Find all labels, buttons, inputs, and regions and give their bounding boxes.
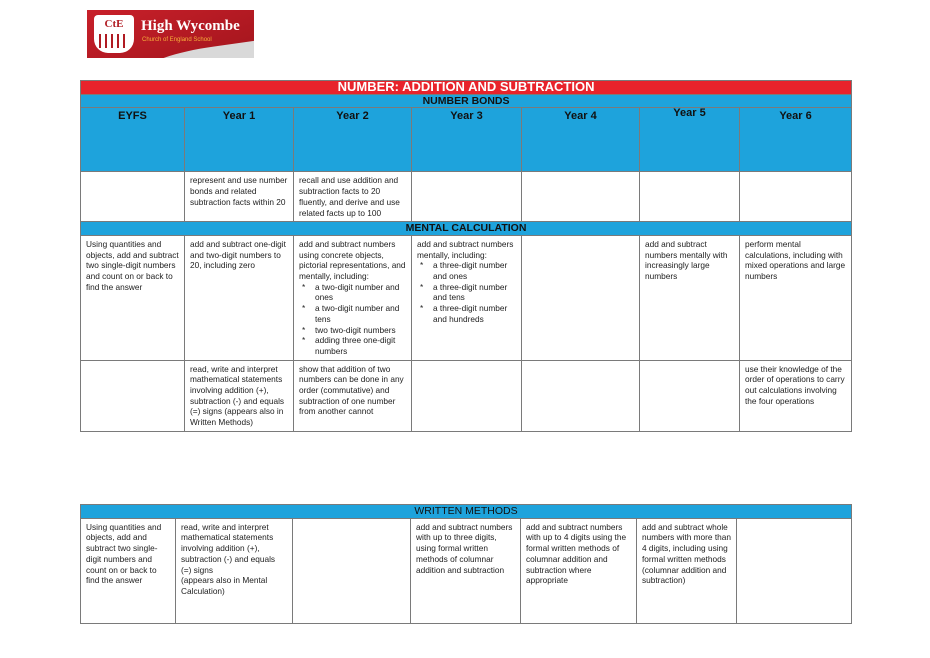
cell: add and subtract numbers mentally with increasingly large numbers (640, 235, 740, 360)
header-eyfs: EYFS (81, 108, 185, 172)
cell: read, write and interpret mathematical statements involving addition (+), subtraction (-) and equals (=) signs (appears also in Written Methods) (185, 360, 294, 431)
section-mental-calculation: MENTAL CALCULATION (81, 222, 852, 236)
list-item: * a three-digit number and tens (433, 282, 516, 303)
cell (412, 360, 522, 431)
header-year2: Year 2 (294, 108, 412, 172)
section-number-bonds: NUMBER BONDS (81, 94, 852, 108)
list-item: * a two-digit number and tens (315, 303, 406, 324)
crest-text: CtE (104, 18, 124, 30)
cell (522, 360, 640, 431)
header-year4: Year 4 (522, 108, 640, 172)
cell-text: add and subtract numbers using concrete objects, pictorial representations, and mentally, including: (299, 238, 406, 282)
table-row (81, 360, 852, 431)
header-year6: Year 6 (740, 108, 852, 172)
cell (740, 172, 852, 222)
table-row (81, 235, 852, 360)
cell (81, 360, 185, 431)
cell: use their knowledge of the order of operations to carry out calculations involving the four operations (740, 360, 852, 431)
cell: Using quantities and objects, add and subtract two single-digit numbers and count on or back to find the answer (81, 518, 176, 623)
cell: Using quantities and objects, add and subtract two single-digit numbers and count on or back to find the answer (81, 235, 185, 360)
cell: recall and use addition and subtraction facts to 20 fluently, and derive and use related facts up to 100 (294, 172, 412, 222)
list-item: * a three-digit number and ones (433, 260, 516, 281)
list-item: * a two-digit number and ones (315, 282, 406, 303)
header-year5: Year 5 (640, 108, 740, 172)
cell (294, 235, 412, 360)
cell (737, 518, 852, 623)
cell (412, 172, 522, 222)
cell (293, 518, 411, 623)
cell: add and subtract numbers with up to 4 digits using the formal written methods of columnar addition and subtraction where appropriate (521, 518, 637, 623)
cell (640, 360, 740, 431)
cell: represent and use number bonds and related subtraction facts within 20 (185, 172, 294, 222)
cell: add and subtract one-digit and two-digit numbers to 20, including zero (185, 235, 294, 360)
cell (412, 235, 522, 360)
list-item: * a three-digit number and hundreds (433, 303, 516, 324)
table-row (81, 172, 852, 222)
section-written-methods: WRITTEN METHODS (81, 505, 852, 519)
page-title: NUMBER: ADDITION AND SUBTRACTION (81, 81, 852, 95)
cell: perform mental calculations, including with mixed operations and large numbers (740, 235, 852, 360)
cell-text: add and subtract numbers mentally, including: (417, 238, 514, 260)
cell (522, 172, 640, 222)
crest-icon (94, 15, 134, 53)
list-item: * two two-digit numbers (315, 325, 406, 336)
cell: add and subtract numbers with up to three digits, using formal written methods of columnar addition and subtraction (411, 518, 521, 623)
list-item: * adding three one-digit numbers (315, 335, 406, 356)
cell (640, 172, 740, 222)
cell: show that addition of two numbers can be done in any order (commutative) and subtraction of one number from another cannot (294, 360, 412, 431)
cell (81, 172, 185, 222)
curriculum-table (80, 80, 852, 432)
header-year1: Year 1 (185, 108, 294, 172)
written-methods-table (80, 504, 852, 624)
school-subtitle: Church of England School (142, 37, 212, 43)
cell (522, 235, 640, 360)
table-row (81, 518, 852, 623)
school-name: High Wycombe (141, 18, 240, 34)
header-year3: Year 3 (412, 108, 522, 172)
cell: add and subtract whole numbers with more than 4 digits, including using formal written methods (columnar addition and subtraction) (637, 518, 737, 623)
cell: read, write and interpret mathematical statements involving addition (+), subtraction (-) and equals (=) signs (appears also in Mental Calculation) (176, 518, 293, 623)
school-logo (87, 10, 254, 58)
